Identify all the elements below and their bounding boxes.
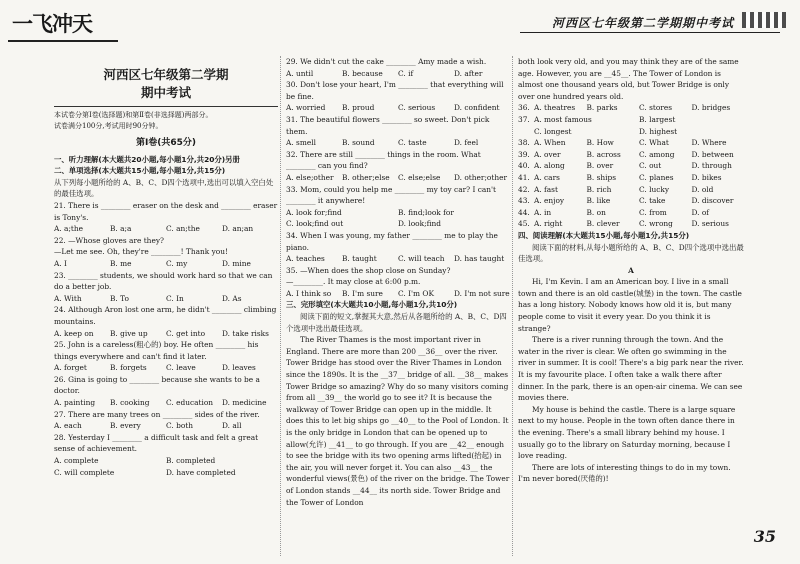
question-stem: 22. —Whose gloves are they? [54, 235, 164, 245]
answer-option: C. I'm OK [398, 288, 434, 298]
reading-passage [518, 276, 744, 485]
answer-options [286, 253, 510, 265]
answer-option: B. other;else [342, 172, 390, 182]
question-stem: 24. Although Aron lost one arm, he didn't ________ climbing mountains. [54, 305, 277, 326]
answer-option: A. each [54, 421, 82, 431]
answer-option: D. through [691, 161, 732, 171]
answer-option: C. stores [639, 103, 673, 113]
answer-option: A. over [534, 149, 561, 159]
answer-option: C. my [166, 258, 188, 268]
answer-option: A. along [534, 161, 565, 171]
answer-options [286, 207, 510, 219]
cloze-option-row [518, 102, 744, 114]
answer-option: A. teaches [286, 254, 325, 264]
answer-option: A. With [54, 293, 82, 303]
cloze-item-number: 43. [518, 196, 530, 206]
answer-option: C. from [639, 207, 667, 217]
answer-option: C. get into [166, 328, 206, 338]
answer-option: A. cars [534, 172, 560, 182]
answer-option: A. keep on [54, 328, 94, 338]
answer-option: B. proud [342, 103, 375, 113]
answer-options [286, 218, 510, 230]
answer-options [286, 102, 510, 114]
answer-option: A. worried [286, 103, 326, 113]
answer-options [286, 137, 510, 149]
answer-option: C. education [166, 398, 214, 408]
answer-option: C. out [639, 161, 662, 171]
question-stem: 33. Mom, could you help me ________ my toy car? I can't ________ it anywhere! [286, 184, 497, 206]
answer-option: B. a;a [110, 224, 132, 234]
answer-options [54, 455, 278, 467]
exam-note-1: 本试卷分第Ⅰ卷(选择题)和第Ⅱ卷(非选择题)两部分。 [54, 111, 213, 119]
answer-option: D. highest [639, 126, 678, 136]
question-stem: 31. The beautiful flowers ________ so sweet. Don't pick them. [286, 114, 490, 136]
answer-option: D. has taught [454, 254, 505, 264]
section-4-instructions: 阅读下面的材料,从每小题所给的 A、B、C、D四个选项中选出最佳选项。 [518, 242, 744, 264]
answer-options [54, 397, 278, 409]
answer-options [54, 258, 278, 270]
answer-option: D. Where [691, 138, 727, 148]
question-stem: 27. There are many trees on ________ sides of the river. [54, 409, 260, 419]
answer-option: B. across [586, 149, 621, 159]
question-stem: 34. When I was young, my father ________ me to play the piano. [286, 230, 498, 252]
answer-option: D. discover [691, 196, 734, 206]
column-3 [518, 56, 744, 485]
answer-options [54, 328, 278, 340]
answer-option: C. take [639, 196, 666, 206]
answer-option: C. lucky [639, 184, 670, 194]
answer-options [54, 223, 278, 235]
question-stem: 21. There is ________ eraser on the desk and ________ eraser is Tony's. [54, 200, 278, 222]
answer-options [54, 362, 278, 374]
reading-paragraph: There are lots of interesting things to do in my town. I'm never bored(厌倦的)! [518, 462, 731, 484]
section-2-heading: 二、单项选择(本大题共15小题,每小题1分,共15分) [54, 166, 226, 176]
answer-option: A. in [534, 207, 552, 217]
answer-option: B. parks [586, 103, 618, 113]
answer-options [54, 293, 278, 305]
answer-option: B. I'm sure [342, 288, 383, 298]
answer-option: B. To [110, 293, 129, 303]
cloze-item-number: 38. [518, 138, 530, 148]
cloze-passage-end: both look very old, and you may think they are of the same age. However, you are __45__. The Tower of London is almost one thousand years old, but Tower Bridge is only over one hundred years old. [518, 57, 739, 101]
answer-option: A. theatres [534, 103, 576, 113]
cloze-option-row [518, 126, 744, 138]
answer-option: B. ships [586, 172, 617, 182]
section-2-instructions: 从下列每小题所给的 A、B、C、D四个选项中,选出可以填入空白处的最佳选项。 [54, 177, 274, 199]
answer-option: C. planes [639, 172, 674, 182]
exam-note-2: 试卷满分100分,考试用时90分钟。 [54, 122, 163, 130]
answer-option: C. wrong [639, 219, 673, 229]
column-2 [286, 56, 510, 508]
answer-option: B. cooking [110, 398, 150, 408]
question-stem: 28. Yesterday I ________ a difficult task and felt a great sense of achievement. [54, 432, 259, 454]
answer-option: D. confident [454, 103, 500, 113]
answer-option: A. look for;find [286, 207, 342, 217]
answer-option: C. What [639, 138, 669, 148]
title-rule [54, 106, 278, 107]
answer-option: B. How [586, 138, 614, 148]
answer-option: B. every [110, 421, 141, 431]
answer-option: B. forgets [110, 363, 147, 373]
question-stem: 30. Don't lose your heart, I'm ________ that everything will be fine. [286, 80, 504, 101]
question-list [54, 200, 278, 478]
answer-option: D. leaves [222, 363, 256, 373]
checker-decoration-icon [742, 12, 786, 28]
answer-option: B. largest [639, 114, 676, 124]
passage-label: A [628, 265, 634, 275]
answer-option: D. bikes [691, 172, 722, 182]
section-4-heading: 四、阅读理解(本大题共15小题,每小题1分,共15分) [518, 230, 690, 240]
answer-option: D. serious [691, 219, 729, 229]
section-3-instructions: 阅读下面的短文,掌握其大意,然后从各题所给的 A、B、C、D四个选项中选出最佳选项。 [286, 312, 507, 333]
answer-option: B. like [586, 196, 611, 206]
answer-option: D. old [691, 184, 714, 194]
answer-option: B. taught [342, 254, 377, 264]
answer-option: A. fast [534, 184, 558, 194]
answer-option: A. I [54, 258, 67, 268]
answer-option: A. most famous [534, 114, 592, 124]
answer-options [286, 68, 510, 80]
answer-option: B. find;look for [398, 207, 454, 217]
answer-option: D. have completed [166, 467, 236, 477]
exam-subtitle: 期中考试 [140, 85, 191, 100]
section-3-heading: 三、完形填空(本大题共10小题,每小题1分,共10分) [286, 300, 458, 310]
answer-option: A. I think so [286, 288, 332, 298]
question-stem: 25. John is a careless(粗心的) boy. He often ________ his things everywhere and can't find it later. [54, 340, 259, 361]
answer-options [286, 172, 510, 184]
question-list [286, 56, 510, 299]
answer-option: D. I'm not sure [454, 288, 510, 298]
answer-option: C. leave [166, 363, 196, 373]
answer-option: A. forget [54, 363, 87, 373]
answer-option: B. because [342, 68, 383, 78]
answer-option: B. over [586, 161, 614, 171]
reading-paragraph: There is a river running through the town. And the water in the river is clear. We often go swimming in the river in summer. It is cool! There's a big park near the river. It is my favourite place. I often take a walk there after dinner. In the park, there is an open-air cinema. We can see movies there. [518, 335, 744, 403]
answer-option: D. medicine [222, 398, 267, 408]
answer-option: B. give up [110, 328, 148, 338]
cloze-option-row [518, 195, 744, 207]
answer-option: C. both [166, 421, 194, 431]
answer-option: C. serious [398, 103, 436, 113]
answer-option: A. right [534, 219, 563, 229]
answer-option: A. a;the [54, 224, 84, 234]
answer-option: D. after [454, 68, 483, 78]
answer-options [54, 420, 278, 432]
question-stem: 23. ________ students, we should work hard so that we can do a better job. [54, 270, 273, 292]
cloze-option-row [518, 149, 744, 161]
answer-option: D. mine [222, 258, 251, 268]
cloze-item-number: 39. [518, 149, 530, 159]
cloze-option-row [518, 137, 744, 149]
answer-option: C. look;find out [286, 219, 344, 229]
cloze-passage: The River Thames is the most important river in England. There are more than 200 __36__ over the river. Tower Bridge has stood over the River Thames in London since the 1890s. It is the __37__ bridge of all. __38__ makes Tower Bridge so amazing? Why do so many visitors coming from all __39__ the world go to see it? It is because the walkway of Tower Bridge can open up in the middle. It does this to let big ships go __40__ to the Pool of London. It is the only bridge in London that can be opened up to allow(允许) __41__ to go through. If you are __42__ enough to see the bridge with its two opening arms lifted(抬起) in the air, you will never forget it. You can also __43__ the wonderful views(景色) of the river on the bridge. The Tower of London stands __44__ its north side. Tower Bridge and the Tower of London [286, 335, 510, 507]
answer-option: D. an;an [222, 224, 254, 234]
cloze-option-row [518, 172, 744, 184]
column-1 [54, 56, 278, 478]
brand-logo: 一飞冲天 [12, 12, 92, 36]
question-stem-line-2: —________. It may close at 6:00 p.m. [286, 277, 421, 287]
column-divider [280, 56, 281, 556]
answer-option: C. an;the [166, 224, 200, 234]
section-1-heading: 一、听力理解(本大题共20小题,每小题1分,共20分)另册 [54, 154, 240, 164]
header-rule [8, 40, 118, 42]
answer-option: D. of [691, 207, 710, 217]
cloze-item-number: 37. [518, 114, 530, 124]
answer-option: D. other;other [454, 172, 508, 182]
answer-option: D. bridges [691, 103, 731, 113]
reading-paragraph: My house is behind the castle. There is a large square next to my house. People in the town often dance there in the evening. There's a small library behind my house. I usually go to the library on Saturday morning, because I love reading. [518, 404, 736, 461]
question-stem: 26. Gina is going to ________ because she wants to be a doctor. [54, 374, 260, 396]
answer-option: B. me [110, 258, 132, 268]
answer-option: D. As [222, 293, 242, 303]
question-stem: 32. There are still ________ things in the room. What ________ can you find? [286, 149, 481, 171]
answer-option: C. if [398, 68, 414, 78]
page-number: 35 [753, 527, 776, 546]
answer-option: A. complete [54, 456, 99, 466]
cloze-item-number: 44. [518, 207, 530, 217]
answer-option: A. When [534, 138, 566, 148]
cloze-option-row [518, 184, 744, 196]
cloze-item-number: 40. [518, 161, 530, 171]
cloze-item-number: 45. [518, 219, 530, 229]
answer-option: C. will complete [54, 467, 115, 477]
page-header [0, 0, 800, 46]
question-stem: 35. —When does the shop close on Sunday? [286, 265, 451, 275]
answer-option: A. enjoy [534, 196, 565, 206]
cloze-option-row [518, 160, 744, 172]
answer-option: B. sound [342, 138, 375, 148]
answer-option: A. smell [286, 138, 316, 148]
answer-option: D. all [222, 421, 242, 431]
cloze-option-row [518, 218, 744, 230]
answer-option: B. rich [586, 184, 612, 194]
cloze-item-number: 36. [518, 103, 530, 113]
answer-option: C. longest [534, 126, 572, 136]
answer-option: C. among [639, 149, 675, 159]
answer-option: C. In [166, 293, 184, 303]
answer-option: B. on [586, 207, 606, 217]
answer-option: D. between [691, 149, 734, 159]
answer-option: B. clever [586, 219, 620, 229]
question-stem-line-2: —Let me see. Oh, they're ________! Thank you! [54, 247, 228, 257]
part-heading: 第Ⅰ卷(共65分) [135, 138, 197, 148]
answer-option: C. taste [398, 138, 427, 148]
answer-option: D. feel [454, 138, 479, 148]
header-exam-title: 河西区七年级第二学期期中考试 [551, 16, 734, 30]
header-rule-right [520, 32, 780, 33]
exam-title: 河西区七年级第二学期 [103, 67, 229, 82]
question-stem: 29. We didn't cut the cake ________ Amy made a wish. [286, 57, 487, 66]
cloze-options-list [518, 102, 744, 230]
cloze-item-number: 41. [518, 172, 530, 182]
answer-option: A. else;other [286, 172, 334, 182]
answer-option: D. take risks [222, 328, 269, 338]
spacer [518, 126, 534, 138]
answer-option: C. else;else [398, 172, 441, 182]
reading-paragraph: Hi, I'm Kevin. I am an American boy. I live in a small town and there is an old castle(城堡) in the town. The castle has a long history. Nobody knows how old it is, but many people come to visit it every year. Do you think it is strange? [518, 277, 742, 333]
answer-option: A. until [286, 68, 314, 78]
answer-options [54, 467, 278, 479]
answer-option: A. painting [54, 398, 96, 408]
answer-option: C. will teach [398, 254, 445, 264]
answer-option: B. completed [166, 456, 216, 466]
column-divider [512, 56, 513, 556]
cloze-item-number: 42. [518, 184, 530, 194]
cloze-option-row [518, 114, 744, 126]
cloze-option-row [518, 207, 744, 219]
answer-option: D. look;find [398, 219, 442, 229]
answer-options [286, 288, 510, 300]
